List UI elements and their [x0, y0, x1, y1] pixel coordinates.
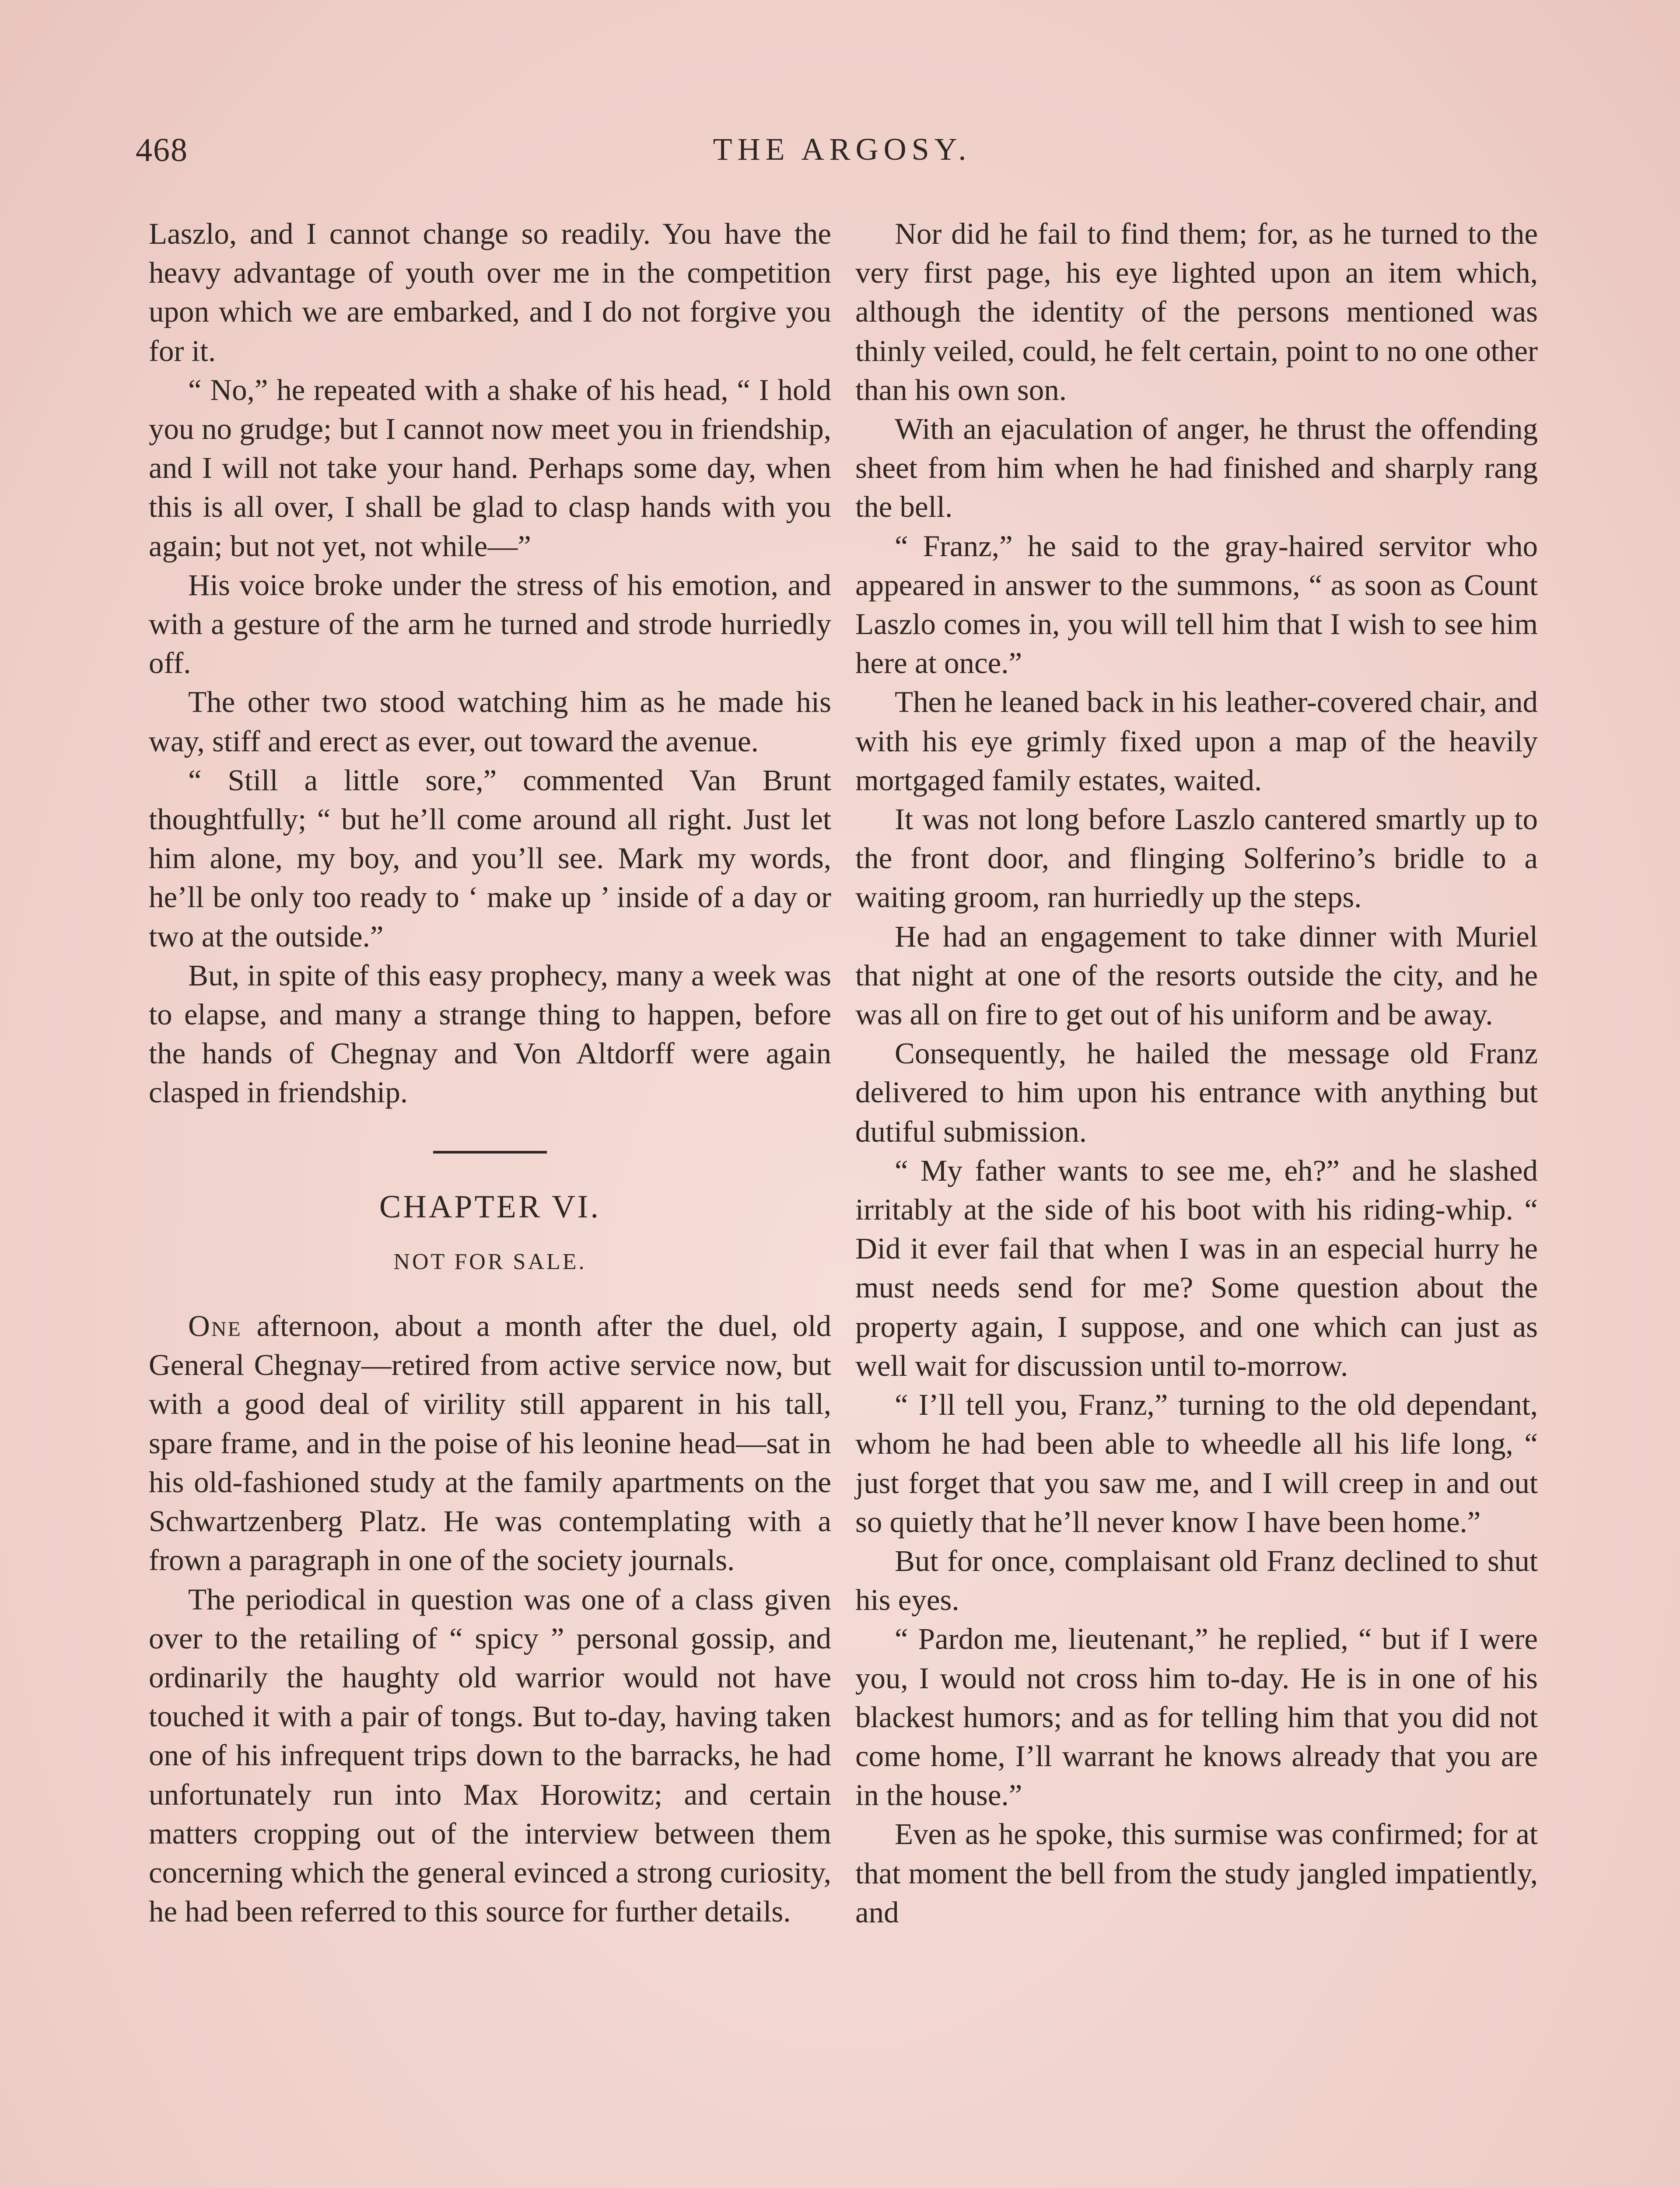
- paragraph: Consequently, he hailed the message old Franz delivered to him upon his entrance with anything but dutiful submission.: [855, 1037, 1538, 1148]
- paragraph: “ No,” he repeated with a shake of his head, “ I hold you no grudge; but I cannot now meet you in friendship, and I will not take your hand. Perhaps some day, when this is all over, I shall be glad to clasp hands with you again; but not yet, not while—”: [149, 373, 831, 563]
- right-column: [855, 214, 1538, 1932]
- paragraph: “ Pardon me, lieutenant,” he replied, “ but if I were you, I would not cross him to-day. He is in one of his blackest humors; and as for telling him that you did not come home, I’ll warrant he knows already that you are in the house.”: [855, 1622, 1538, 1812]
- paragraph: But, in spite of this easy prophecy, many a week was to elapse, and many a strange thing to happen, before the hands of Chegnay and Von Altdorff were again clasped in friendship.: [149, 958, 831, 1109]
- paragraph: “ Franz,” he said to the gray-haired servitor who appeared in answer to the summons, “ as soon as Count Laszlo comes in, you will tell him that I wish to see him here at once.”: [855, 529, 1538, 680]
- paragraph: The other two stood watching him as he made his way, stiff and erect as ever, out toward the avenue.: [149, 685, 831, 758]
- paragraph: “ I’ll tell you, Franz,” turning to the old dependant, whom he had been able to wheedle all his life long, “ just forget that you saw me, and I will creep in and out so quietly that he’ll never know I have been home.”: [855, 1388, 1538, 1539]
- running-title: THE ARGOSY.: [713, 132, 972, 167]
- paragraph: Nor did he fail to find them; for, as he turned to the very first page, his eye lighted upon an item which, although the identity of the persons mentioned was thinly veiled, could, he felt certain, point to no one other than his own son.: [855, 217, 1538, 407]
- paragraph: Then he leaned back in his leather-covered chair, and with his eye grimly fixed upon a map of the heavily mortgaged family estates, waited.: [855, 685, 1538, 797]
- opening-text: afternoon, about a month after the duel, old General Chegnay—retired from active service now, but with a good deal of virility still apparent in his tall, spare frame, and in the poise of his leonine head—sat in his old-fashioned study at the family apartments on the Schwartzenberg Platz. He was contemplating with a frown a paragraph in one of the society journals.: [149, 1309, 831, 1577]
- chapter-title: CHAPTER VI.: [379, 1189, 601, 1225]
- paragraph: It was not long before Laszlo cantered smartly up to the front door, and flinging Solferino’s bridle to a waiting groom, ran hurriedly up the steps.: [855, 803, 1538, 914]
- paragraph: But for once, complaisant old Franz declined to shut his eyes.: [855, 1544, 1538, 1617]
- chapter-subtitle: NOT FOR SALE.: [393, 1249, 587, 1274]
- paragraph: The periodical in question was one of a class given over to the retailing of “ spicy ” personal gossip, and ordinarily the haughty old warrior would not have touched it with a pair of tongs. But to-day, having taken one of his infrequent trips down to the barracks, he had unfortunately run into Max Horowitz; and certain matters cropping out of the interview between them concerning which the general evinced a strong curiosity, he had been referred to this source for further details.: [149, 1582, 831, 1929]
- section-divider: [433, 1151, 547, 1154]
- paragraph: “ My father wants to see me, eh?” and he slashed irritably at the side of his boot with his riding-whip. “ Did it ever fail that when I was in an especial hurry he must needs send for me? Some question about the property again, I suppose, and one which can just as well wait for discussion until to-morrow.: [855, 1154, 1538, 1382]
- left-column: [149, 214, 831, 1931]
- page-header: [136, 131, 1549, 179]
- paragraph: Laszlo, and I cannot change so readily. You have the heavy advantage of youth over me in the competition upon which we are embarked, and I do not forgive you for it.: [149, 217, 831, 368]
- paragraph: “ Still a little sore,” commented Van Brunt thoughtfully; “ but he’ll come around all right. Just let him alone, my boy, and you’ll see. Mark my words, he’ll be only too ready to ‘ make up ’ inside of a day or two at the outside.”: [149, 763, 831, 953]
- paragraph: With an ejaculation of anger, he thrust the offending sheet from him when he had finished and sharply rang the bell.: [855, 412, 1538, 524]
- paragraph: Even as he spoke, this surmise was confirmed; for at that moment the bell from the study jangled impatiently, and: [855, 1817, 1538, 1929]
- paragraph: His voice broke under the stress of his emotion, and with a gesture of the arm he turned and strode hurriedly off.: [149, 568, 831, 680]
- opening-word: One: [188, 1309, 242, 1343]
- chapter-opening-paragraph: [149, 1307, 831, 1580]
- page-number: 468: [136, 132, 188, 168]
- paragraph: He had an engagement to take dinner with Muriel that night at one of the resorts outside the city, and he was all on fire to get out of his uniform and be away.: [855, 919, 1538, 1031]
